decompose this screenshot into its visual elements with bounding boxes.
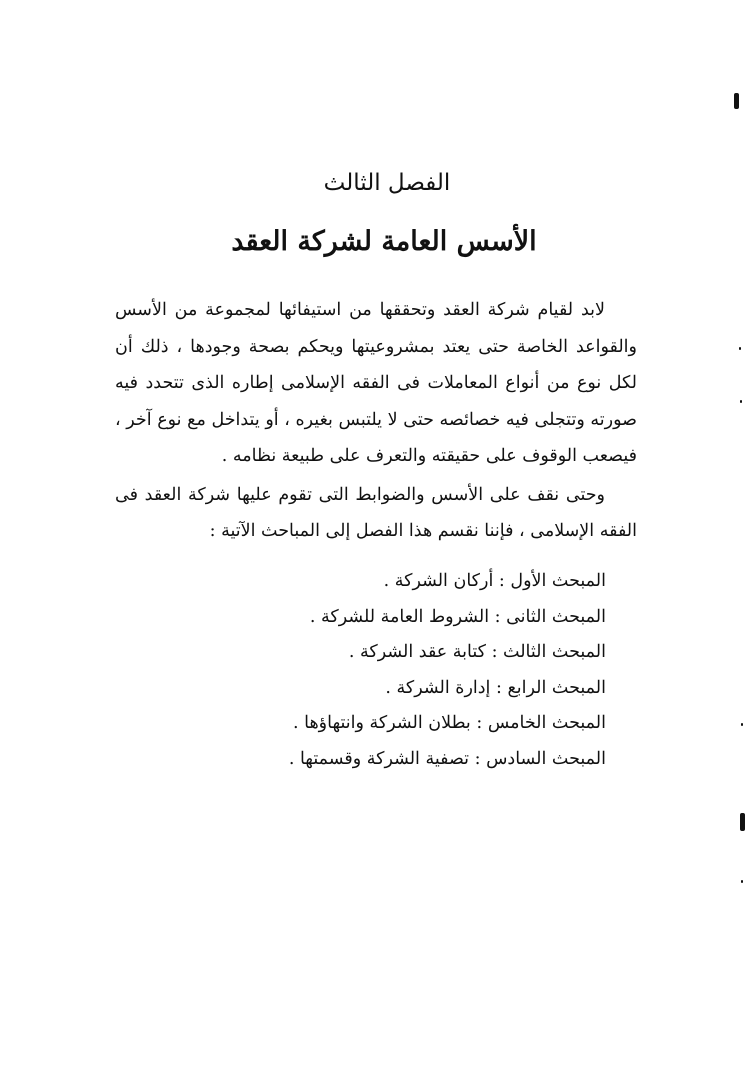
section-title: الشروط العامة للشركة . <box>309 606 490 627</box>
scan-mark <box>740 813 745 831</box>
section-item <box>186 635 606 671</box>
section-item <box>186 706 606 742</box>
sections-list <box>186 564 606 777</box>
section-item <box>186 600 606 636</box>
section-name: المبحث السادس : <box>474 748 606 769</box>
scan-mark <box>740 400 742 403</box>
paragraph: وحتى نقف على الأسس والضوابط التى تقوم عليها شركة العقد فى الفقه الإسلامى ، فإننا نقسم هذا الفصل إلى المباحث الآتية : <box>115 484 637 541</box>
chapter-label: الفصل الثالث <box>323 170 451 196</box>
section-item <box>186 742 606 778</box>
section-name: المبحث الرابع : <box>496 677 606 698</box>
paragraph: لابد لقيام شركة العقد وتحققها من استيفائها لمجموعة من الأسس والقواعد الخاصة حتى يعتد بمشروعيتها ويحكم بصحة وجودها ، ذلك أن لكل نوع من أنواع المعاملات فى الفقه الإسلامى إطاره الذى تتحدد فيه صورته وتتجلى فيه خصائصه حتى لا يلتبس بغيره ، أو يتداخل مع نوع آخر ، فيصعب الوقوف على حقيقته والتعرف على طبيعة نظامه . <box>115 300 637 466</box>
section-item <box>186 671 606 707</box>
section-name: المبحث الثانى : <box>494 606 606 627</box>
scan-mark <box>741 880 743 883</box>
section-item <box>186 564 606 600</box>
scan-mark <box>739 347 741 350</box>
section-title: تصفية الشركة وقسمتها . <box>288 748 470 769</box>
section-name: المبحث الثالث : <box>491 642 606 662</box>
section-title: بطلان الشركة وانتهاؤها . <box>292 713 471 733</box>
body-text <box>115 292 637 550</box>
scan-mark <box>741 723 743 726</box>
chapter-title: الأسس العامة لشركة العقد <box>231 226 537 257</box>
section-name: المبحث الأول : <box>498 571 606 591</box>
scan-mark <box>734 93 739 109</box>
section-name: المبحث الخامس : <box>476 713 606 733</box>
section-title: أركان الشركة . <box>383 571 494 591</box>
section-title: كتابة عقد الشركة . <box>348 642 486 662</box>
section-title: إدارة الشركة . <box>385 677 491 698</box>
